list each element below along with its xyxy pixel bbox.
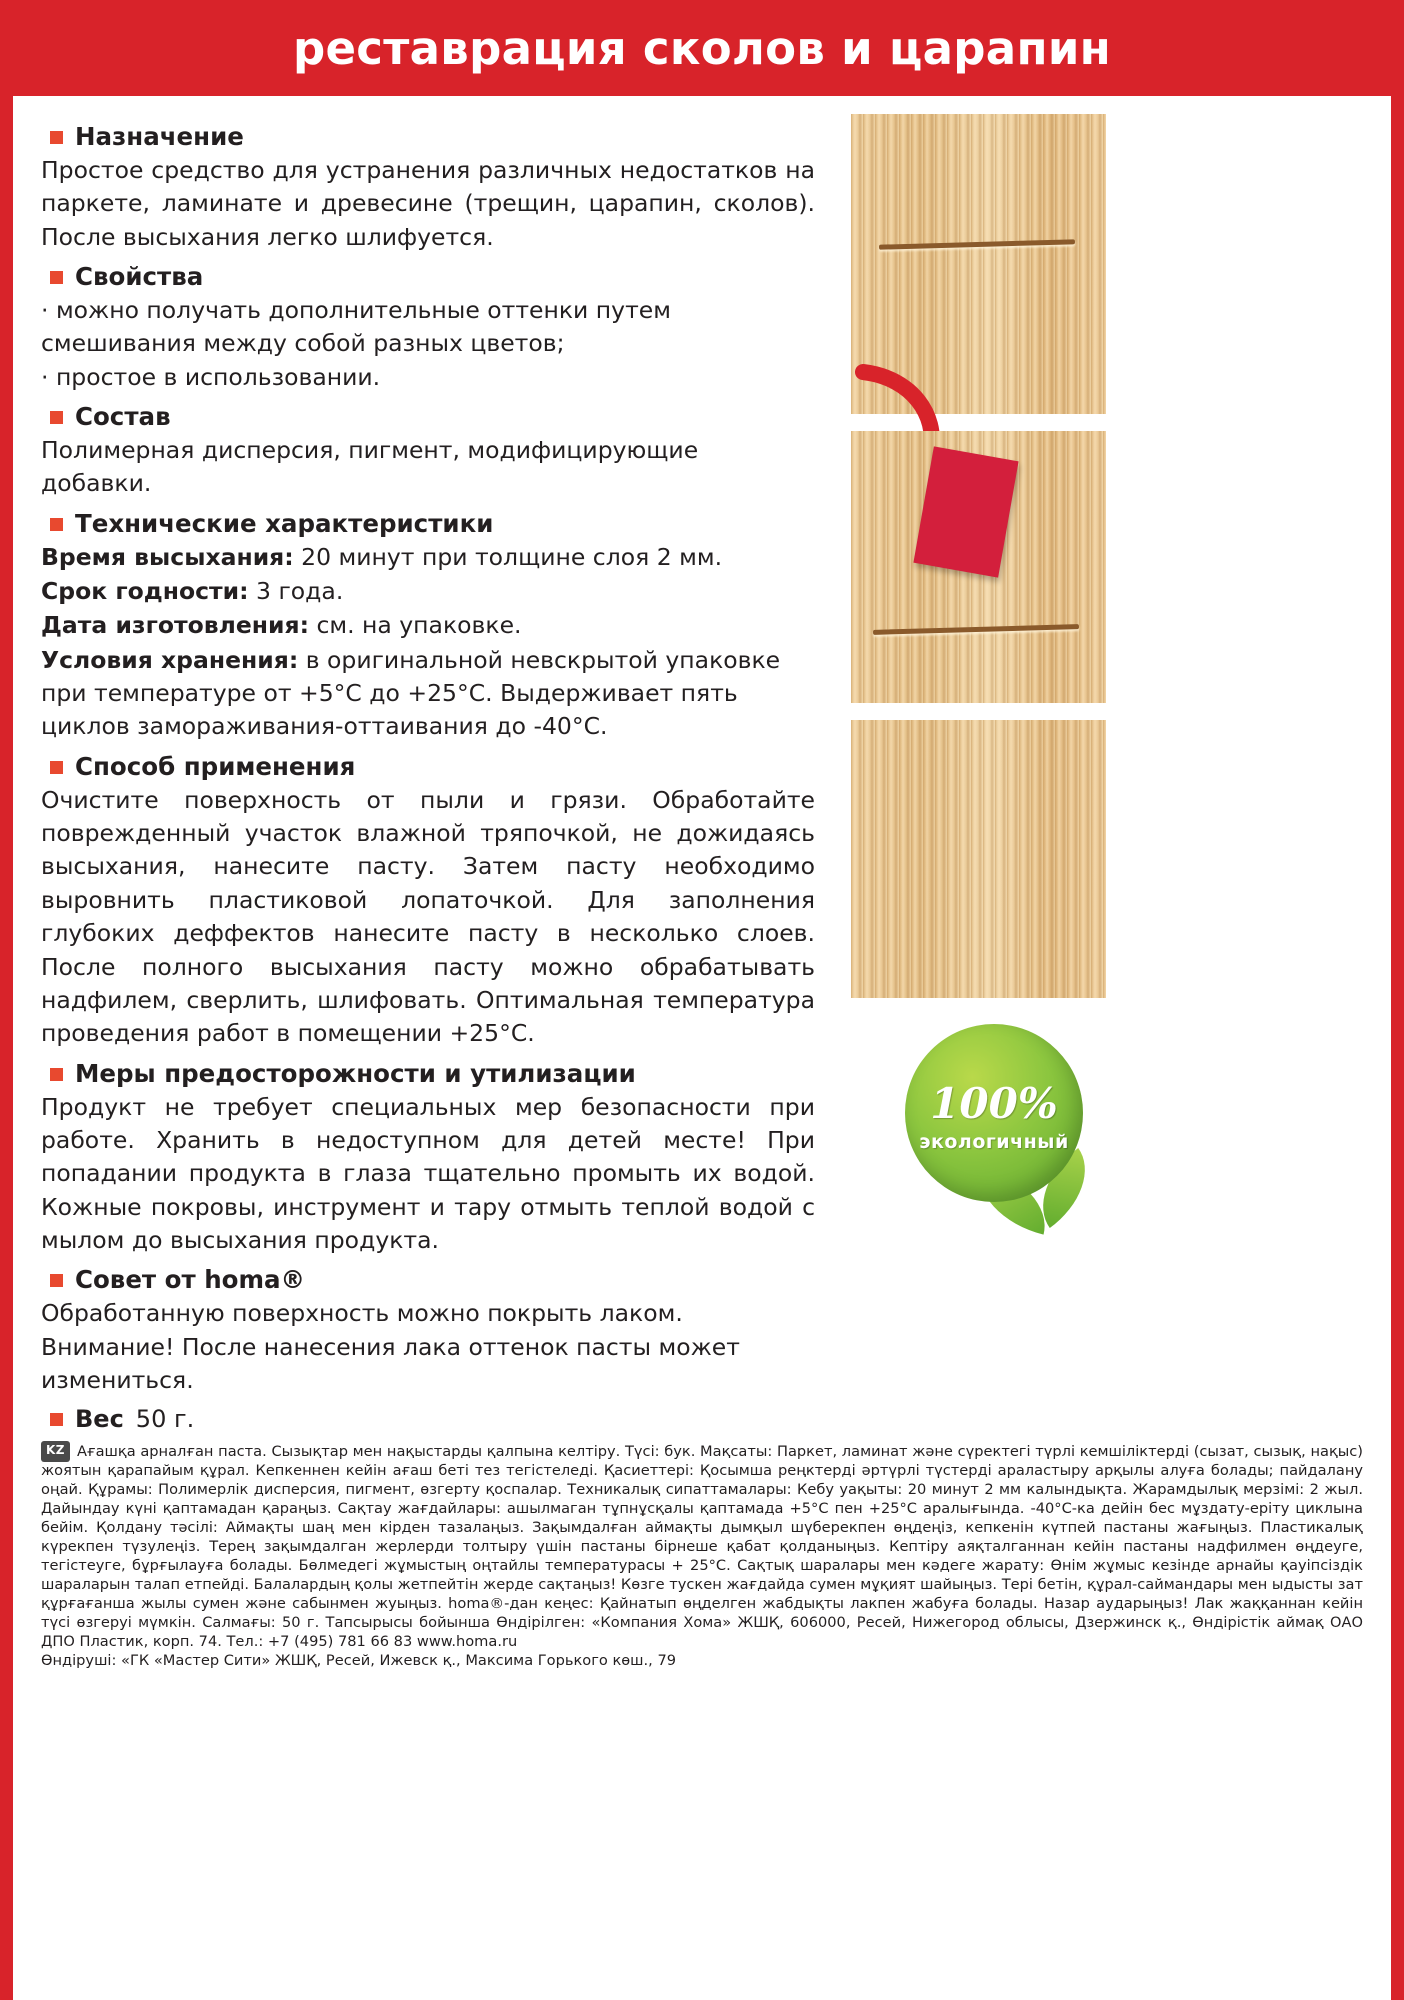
section-title: Способ применения	[75, 751, 356, 781]
crack-mark	[879, 239, 1075, 249]
section-title: Меры предосторожности и утилизации	[75, 1058, 636, 1088]
eco-circle	[905, 1024, 1083, 1202]
square-bullet-icon	[50, 1413, 63, 1426]
image-column	[823, 114, 1391, 1433]
section-heading-application	[41, 751, 815, 781]
manufacturer-line: Өндіруші: «ГК «Мастер Сити» ЖШҚ, Ресей, Ижевск қ., Максима Горького көш., 79	[41, 1652, 677, 1669]
photo-paste-applied	[851, 431, 1106, 703]
section-title: Свойства	[75, 262, 204, 292]
spec-value: 20 минут при толщине слоя 2 мм.	[301, 542, 723, 571]
kazakh-text: Ағашқа арналған паста. Сызықтар мен нақыстарды қалпына келтіру. Түсі: бук. Мақсаты: Паркет, ламинат және сүректегі түрлі кемшіліктерді (сызат, сызық, нақыс) жоятын қарапайым құрал. Кепкеннен кейін ағаш беті тез тегістеледі. Қасиеттері: Қосымша реңктерді әртүрлі түстерді араластыру арқылы алуға болады; пайдалану оңай. Құрамы: Полимерлік дисперсия, пигмент, өзгерту қоспалар. Техникалық сипаттамалары: Кебу уақыты: 20 минут 2 мм калындықта. Жарамдылық мерзімі: 2 жыл. Дайындау күні қаптамадан қараңыз. Сақтау жағдайлары: ашылмаган тұпнұсқалы қаптамада +5°С пен +25°С аралығында. -40°С-ка дейін бес мұздату-еріту циклына бейім. Қолдану тәсілі: Аймақты шаң мен кірден тазалаңыз. Зақымдалған аймақты дымқыл шүберекпен өңдеңіз, кепкенін күтпей пастаны жағыңыз. Пластикалық күрекпен түзулеңіз. Терең зақымдалган жерлерди толтыру үшін пастаны бірнеше қабат қолданыңыз. Кептіру аяқталганнан кейін пастаны надфилмен өңдеуге, тегістеуге, бұрғылауға болады. Бөлмедегі жұмыстың оңтайлы температурасы + 25°С. Сақтық шаралары мен кәдеге жарату: Өнім жұмыс кезінде арнайы қауіпсіздік шараларын талап етпейді. Балалардың қолы жетпейтін жерде сақтаңыз! Көзге тускен жағдайда сумен мұқият шайыңыз. Тері бетін, құрал-саймандары мен ыдысты зат құрғағанша жылы сумен және сабынмен жуыңыз. homa®-дан кеңес: Қайнатып өңделген жабдықты лакпен жабуға болады. Назар аударыңыз! Лак жаққаннан кейін түсі өзгеруі мүмкін. Салмағы: 50 г. Тапсырысы бойынша Өндірілген: «Компания Хома» ЖШҚ, 606000, Ресей, Нижегород облысы, Дзержинск қ., Өндірістік аймақ ОАО ДПО Пластик, корп. 74. Тел.: +7 (495) 781 66 83 www.homa.ru	[41, 1443, 1363, 1651]
spec-row	[41, 644, 815, 744]
spec-value: см. на упаковке.	[316, 611, 522, 640]
photo-restored-wood	[851, 720, 1106, 998]
composition-text: Полимерная дисперсия, пигмент, модифицирующие добавки.	[41, 435, 699, 498]
spec-row	[41, 575, 815, 608]
section-title: Совет от homa®	[75, 1265, 306, 1295]
text-column	[13, 114, 823, 1433]
spec-value: в оригинальной невскрытой упаковке при температуре от +5°C до +25°C. Выдерживает пять циклов замораживания-оттаивания до -40°C.	[41, 645, 781, 741]
tip-text: Обработанную поверхность можно покрыть лаком. Внимание! После нанесения лака оттенок пасты может измениться.	[41, 1299, 740, 1394]
square-bullet-icon	[50, 1068, 63, 1081]
square-bullet-icon	[50, 411, 63, 424]
red-paste-patch	[913, 446, 1018, 577]
square-bullet-icon	[50, 131, 63, 144]
eco-badge	[899, 1024, 1129, 1234]
safety-text: Продукт не требует специальных мер безопасности при работе. Хранить в недоступном для детей месте! При попадании продукта в глаза тщательно промыть их водой. Кожные покровы, инструмент и тару отмыть теплой водой с мылом до высыхания продукта.	[41, 1092, 815, 1254]
eco-percent: 100%	[930, 1079, 1058, 1128]
section-heading-specs	[41, 508, 815, 538]
spec-label: Срок годности:	[41, 576, 249, 605]
header-band	[13, 0, 1391, 96]
property-item: · простое в использовании.	[41, 362, 381, 391]
section-heading-tip	[41, 1267, 815, 1294]
square-bullet-icon	[50, 761, 63, 774]
section-heading-safety	[41, 1058, 815, 1088]
application-text: Очистите поверхность от пыли и грязи. Обработайте поврежденный участок влажной тряпочкой, не дожидаясь высыхания, нанесите пасту. Затем пасту необходимо выровнить пластиковой лопаточкой. Для заполнения глубоких деффектов нанесите пасту в несколько слоев. После полного высыхания пасту можно обрабатывать надфилем, сверлить, шлифовать. Оптимальная температура проведения работ в помещении +25°C.	[41, 785, 815, 1048]
section-heading-purpose	[41, 124, 815, 151]
square-bullet-icon	[50, 518, 63, 531]
crack-mark	[873, 624, 1079, 635]
square-bullet-icon	[50, 271, 63, 284]
section-title: Состав	[75, 402, 171, 432]
weight-value: 50 г.	[135, 1405, 195, 1434]
spec-value: 3 года.	[256, 576, 344, 605]
weight-row	[41, 1405, 815, 1433]
eco-caption: экологичный	[919, 1131, 1069, 1153]
section-heading-properties	[41, 264, 815, 291]
page-title: реставрация сколов и царапин	[292, 21, 1112, 75]
spec-row	[41, 541, 815, 574]
kazakh-info-block	[41, 1441, 1363, 1671]
kz-country-badge: KZ	[41, 1441, 70, 1462]
square-bullet-icon	[50, 1274, 63, 1287]
spec-row	[41, 609, 815, 642]
spec-label: Дата изготовления:	[41, 611, 309, 640]
weight-label: Вес	[75, 1405, 124, 1434]
section-title: Назначение	[75, 122, 244, 151]
purpose-text: Простое средство для устранения различных недостатков на паркете, ламинате и древесине (трещин, царапин, сколов). После высыхания легко шлифуется.	[41, 155, 815, 251]
spec-label: Условия хранения:	[41, 645, 299, 674]
section-heading-composition	[41, 404, 815, 431]
section-title: Технические характеристики	[75, 508, 494, 538]
content-area	[13, 96, 1391, 1433]
kazakh-text-paragraph	[41, 1441, 1363, 1652]
spec-label: Время высыхания:	[41, 542, 294, 571]
property-item: · можно получать дополнительные оттенки путем смешивания между собой разных цветов;	[41, 295, 671, 358]
